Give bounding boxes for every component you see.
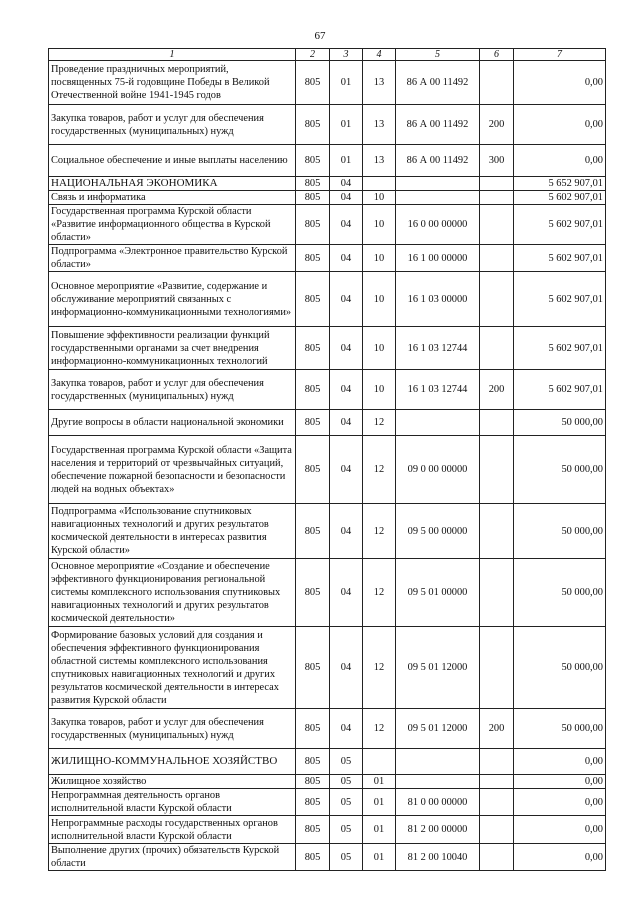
header-row [49, 49, 606, 61]
row-ved: 805 [296, 205, 330, 245]
row-pr: 10 [363, 245, 396, 272]
row-name: Закупка товаров, работ и услуг для обеспечения государственных (муниципальных) нужд [49, 370, 296, 410]
row-ved: 805 [296, 559, 330, 627]
row-vr [480, 410, 514, 436]
row-ved: 805 [296, 245, 330, 272]
row-name: Закупка товаров, работ и услуг для обеспечения государственных (муниципальных) нужд [49, 105, 296, 145]
row-ved: 805 [296, 145, 330, 177]
header-cell-ved: 2 [296, 49, 330, 61]
row-csr: 81 2 00 10040 [396, 844, 480, 871]
row-sum: 0,00 [514, 145, 606, 177]
row-vr: 200 [480, 370, 514, 410]
row-csr: 16 1 03 12744 [396, 327, 480, 370]
table-row [49, 327, 606, 370]
row-csr [396, 749, 480, 775]
row-sum: 0,00 [514, 105, 606, 145]
table-row [49, 105, 606, 145]
row-csr: 81 0 00 00000 [396, 789, 480, 816]
row-vr [480, 61, 514, 105]
row-pr: 10 [363, 191, 396, 205]
row-ved: 805 [296, 61, 330, 105]
row-sum: 0,00 [514, 775, 606, 789]
row-csr [396, 410, 480, 436]
row-pr: 12 [363, 627, 396, 709]
row-pr: 12 [363, 410, 396, 436]
budget-table [48, 48, 606, 871]
row-pr: 13 [363, 61, 396, 105]
row-csr: 09 0 00 00000 [396, 436, 480, 504]
row-csr: 81 2 00 00000 [396, 816, 480, 844]
row-pr [363, 177, 396, 191]
row-vr [480, 559, 514, 627]
row-sum: 50 000,00 [514, 627, 606, 709]
row-rz: 04 [330, 410, 363, 436]
row-pr: 13 [363, 105, 396, 145]
row-ved: 805 [296, 775, 330, 789]
row-pr: 01 [363, 816, 396, 844]
row-vr: 200 [480, 105, 514, 145]
row-rz: 04 [330, 327, 363, 370]
table-row [49, 789, 606, 816]
row-vr [480, 205, 514, 245]
row-ved: 805 [296, 816, 330, 844]
row-ved: 805 [296, 410, 330, 436]
row-sum: 0,00 [514, 61, 606, 105]
row-name: Связь и информатика [49, 191, 296, 205]
row-vr [480, 816, 514, 844]
row-csr: 09 5 01 12000 [396, 709, 480, 749]
row-csr [396, 775, 480, 789]
row-name: Государственная программа Курской области «Защита населения и территорий от чрезвычайных ситуаций, обеспечение пожарной безопасности и безопасности людей на водных объектах» [49, 436, 296, 504]
table-row [49, 245, 606, 272]
row-name: Закупка товаров, работ и услуг для обеспечения государственных (муниципальных) нужд [49, 709, 296, 749]
row-pr: 10 [363, 205, 396, 245]
row-csr: 16 0 00 00000 [396, 205, 480, 245]
row-vr [480, 749, 514, 775]
row-sum: 0,00 [514, 749, 606, 775]
row-csr: 09 5 01 12000 [396, 627, 480, 709]
table-row [49, 559, 606, 627]
row-name: НАЦИОНАЛЬНАЯ ЭКОНОМИКА [49, 177, 296, 191]
row-csr: 86 А 00 11492 [396, 145, 480, 177]
row-ved: 805 [296, 627, 330, 709]
row-sum: 0,00 [514, 789, 606, 816]
row-rz: 04 [330, 245, 363, 272]
row-rz: 05 [330, 844, 363, 871]
table-row [49, 627, 606, 709]
row-name: Государственная программа Курской области «Развитие информационного общества в Курской области» [49, 205, 296, 245]
row-name: Выполнение других (прочих) обязательств Курской области [49, 844, 296, 871]
table-row [49, 749, 606, 775]
row-csr: 16 1 03 00000 [396, 272, 480, 327]
row-rz: 01 [330, 105, 363, 145]
table-row [49, 272, 606, 327]
row-rz: 04 [330, 272, 363, 327]
row-ved: 805 [296, 436, 330, 504]
row-sum: 5 602 907,01 [514, 245, 606, 272]
row-vr [480, 775, 514, 789]
row-vr [480, 245, 514, 272]
row-pr: 10 [363, 370, 396, 410]
row-ved: 805 [296, 370, 330, 410]
table-row [49, 205, 606, 245]
row-rz: 04 [330, 370, 363, 410]
table-row [49, 436, 606, 504]
row-sum: 5 652 907,01 [514, 177, 606, 191]
row-pr: 10 [363, 327, 396, 370]
row-rz: 05 [330, 775, 363, 789]
row-sum: 5 602 907,01 [514, 327, 606, 370]
row-sum: 50 000,00 [514, 504, 606, 559]
header-cell-sum: 7 [514, 49, 606, 61]
row-sum: 50 000,00 [514, 559, 606, 627]
row-name: Социальное обеспечение и иные выплаты населению [49, 145, 296, 177]
row-ved: 805 [296, 272, 330, 327]
row-pr: 12 [363, 559, 396, 627]
row-name: Проведение праздничных мероприятий, посвященных 75-й годовщине Победы в Великой Отечественной войне 1941-1945 годов [49, 61, 296, 105]
row-rz: 04 [330, 709, 363, 749]
row-name: Формирование базовых условий для создания и обеспечения эффективного функционирования областной системы комплексного использования спутниковых навигационных технологий и других результатов космической деятельности в интересах развития Курской области [49, 627, 296, 709]
row-sum: 5 602 907,01 [514, 370, 606, 410]
row-vr [480, 272, 514, 327]
row-rz: 04 [330, 191, 363, 205]
row-rz: 01 [330, 61, 363, 105]
row-sum: 0,00 [514, 816, 606, 844]
table-row [49, 191, 606, 205]
row-pr: 12 [363, 436, 396, 504]
row-csr [396, 191, 480, 205]
row-ved: 805 [296, 191, 330, 205]
header-cell-pr: 4 [363, 49, 396, 61]
row-pr [363, 749, 396, 775]
row-sum: 5 602 907,01 [514, 191, 606, 205]
row-sum: 50 000,00 [514, 410, 606, 436]
row-csr: 16 1 03 12744 [396, 370, 480, 410]
header-cell-csr: 5 [396, 49, 480, 61]
row-csr: 09 5 00 00000 [396, 504, 480, 559]
row-csr: 16 1 00 00000 [396, 245, 480, 272]
row-rz: 04 [330, 205, 363, 245]
table-row [49, 145, 606, 177]
row-rz: 04 [330, 177, 363, 191]
row-vr [480, 627, 514, 709]
row-ved: 805 [296, 105, 330, 145]
row-vr [480, 844, 514, 871]
row-ved: 805 [296, 789, 330, 816]
row-pr: 12 [363, 709, 396, 749]
row-name: Подпрограмма «Использование спутниковых навигационных технологий и других результатов космической деятельности в интересах развития Курской области» [49, 504, 296, 559]
row-sum: 50 000,00 [514, 709, 606, 749]
header-cell-name: 1 [49, 49, 296, 61]
row-name: Другие вопросы в области национальной экономики [49, 410, 296, 436]
row-ved: 805 [296, 709, 330, 749]
row-rz: 04 [330, 559, 363, 627]
table-row [49, 370, 606, 410]
table-row [49, 709, 606, 749]
row-name: ЖИЛИЩНО-КОММУНАЛЬНОЕ ХОЗЯЙСТВО [49, 749, 296, 775]
row-rz: 05 [330, 749, 363, 775]
row-csr [396, 177, 480, 191]
row-name: Повышение эффективности реализации функций государственными органами за счет внедрения информационно-коммуникационных технологий [49, 327, 296, 370]
row-ved: 805 [296, 844, 330, 871]
row-csr: 86 А 00 11492 [396, 105, 480, 145]
row-pr: 12 [363, 504, 396, 559]
row-vr [480, 504, 514, 559]
row-ved: 805 [296, 327, 330, 370]
table-row [49, 816, 606, 844]
table-row [49, 844, 606, 871]
row-rz: 05 [330, 789, 363, 816]
row-ved: 805 [296, 504, 330, 559]
row-csr: 86 А 00 11492 [396, 61, 480, 105]
row-rz: 05 [330, 816, 363, 844]
table-row [49, 177, 606, 191]
row-sum: 5 602 907,01 [514, 205, 606, 245]
table-row [49, 61, 606, 105]
row-csr: 09 5 01 00000 [396, 559, 480, 627]
row-sum: 0,00 [514, 844, 606, 871]
row-vr [480, 177, 514, 191]
table-row [49, 410, 606, 436]
header-cell-rz: 3 [330, 49, 363, 61]
row-rz: 04 [330, 436, 363, 504]
header-cell-vr: 6 [480, 49, 514, 61]
row-pr: 10 [363, 272, 396, 327]
page-number: 67 [314, 30, 326, 42]
row-pr: 01 [363, 789, 396, 816]
row-rz: 04 [330, 627, 363, 709]
row-name: Непрограммная деятельность органов исполнительной власти Курской области [49, 789, 296, 816]
row-name: Непрограммные расходы государственных органов исполнительной власти Курской области [49, 816, 296, 844]
table-row [49, 504, 606, 559]
row-name: Основное мероприятие «Развитие, содержание и обслуживание мероприятий связанных с информационно-коммуникационными технологиями» [49, 272, 296, 327]
row-name: Подпрограмма «Электронное правительство Курской области» [49, 245, 296, 272]
row-pr: 01 [363, 844, 396, 871]
row-ved: 805 [296, 177, 330, 191]
row-vr [480, 191, 514, 205]
row-rz: 01 [330, 145, 363, 177]
row-rz: 04 [330, 504, 363, 559]
row-vr [480, 327, 514, 370]
row-vr: 200 [480, 709, 514, 749]
row-vr [480, 436, 514, 504]
row-pr: 13 [363, 145, 396, 177]
row-sum: 50 000,00 [514, 436, 606, 504]
row-sum: 5 602 907,01 [514, 272, 606, 327]
row-ved: 805 [296, 749, 330, 775]
row-vr: 300 [480, 145, 514, 177]
row-pr: 01 [363, 775, 396, 789]
row-name: Жилищное хозяйство [49, 775, 296, 789]
table-row [49, 775, 606, 789]
row-vr [480, 789, 514, 816]
row-name: Основное мероприятие «Создание и обеспечение эффективного функционирования региональной системы комплексного использования спутниковых навигационных технологий и других результатов космической деятельности» [49, 559, 296, 627]
